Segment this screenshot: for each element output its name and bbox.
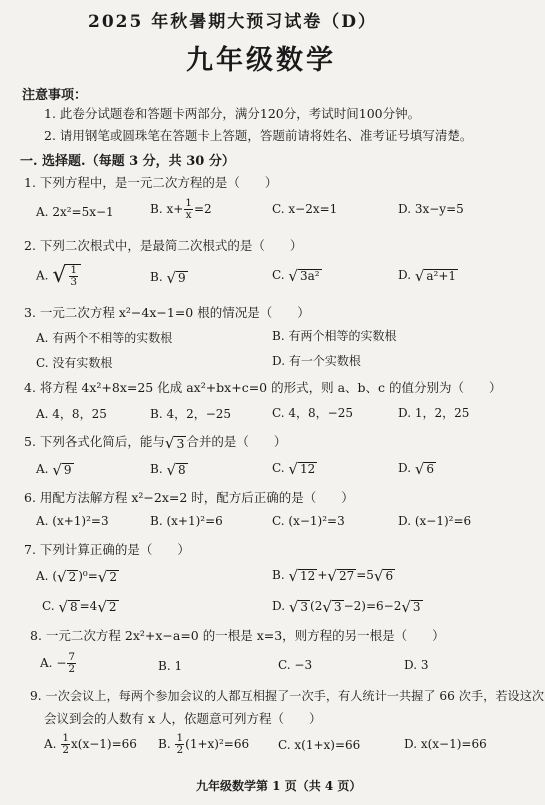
question-3-option-b: B. 有两个相等的实数根: [272, 329, 397, 343]
sqrt-expression: √ 9: [52, 460, 72, 479]
question-7-option-c: [42, 599, 119, 614]
option-label: D.: [398, 268, 412, 282]
option-label: B.: [158, 737, 171, 751]
question-7-stem: 7. 下列计算正确的是（ ）: [24, 542, 190, 557]
option-math: 3x−y=5: [414, 202, 464, 216]
question-6-option-c: C. (x−1)²=3: [272, 514, 345, 528]
radicand: 27: [338, 568, 355, 583]
question-4-option-d: D. 1，2，25: [398, 406, 470, 420]
page-footer: 九年级数学第 1 页（共 4 页）: [196, 779, 362, 793]
fraction-numerator: 7: [68, 651, 76, 663]
stem-text-pre: 5. 下列各式化简后，能与: [24, 434, 165, 449]
sqrt-expression: √ 2: [97, 567, 117, 586]
sqrt-expression: √ 27: [327, 566, 355, 585]
option-label: A.: [44, 737, 57, 751]
question-5-option-c: [272, 461, 317, 476]
option-label: A.: [36, 462, 49, 476]
question-9-stem-line-1: 9. 一次会议上，每两个参加会议的人都互相握了一次手，有人统计一共握了 66 次手，若设这次: [30, 689, 545, 703]
question-8-option-b: B. 1: [158, 659, 183, 673]
question-3-stem: 3. 一元二次方程 x²−4x−1=0 根的情况是（ ）: [24, 305, 310, 320]
option-label: A.: [36, 569, 49, 583]
option-label: A.: [36, 268, 49, 283]
question-2-option-a: [36, 264, 81, 288]
option-label: B.: [150, 462, 163, 476]
question-1-stem: 1. 下列方程中，是一元二次方程的是（ ）: [24, 175, 278, 190]
radicand: 2: [68, 569, 77, 584]
option-label: B.: [150, 202, 163, 216]
question-4-option-a: A. 4，8，25: [36, 407, 107, 421]
math-text: )⁰=: [78, 569, 98, 583]
option-label: D.: [398, 202, 412, 216]
subject-title: 九年级数学: [186, 45, 336, 76]
question-3-option-c: C. 没有实数根: [36, 356, 113, 370]
sqrt-expression: √ 12: [288, 566, 316, 585]
option-label: C.: [272, 461, 285, 475]
math-text: (: [52, 569, 57, 583]
sqrt-expression: √ 8: [58, 597, 78, 616]
question-1-option-d: [398, 202, 464, 216]
question-8-option-a: [40, 652, 77, 675]
question-9-option-d: D. x(x−1)=66: [404, 737, 487, 751]
sqrt-expression: √ 12: [288, 459, 316, 478]
option-math: 2x²=5x−1: [52, 205, 114, 219]
question-5-option-b: [150, 462, 188, 477]
question-1-option-a: [36, 205, 114, 219]
math-text: (1+x)²=66: [185, 737, 250, 751]
question-9-stem-line-2: 会议到会的人数有 x 人，依题意可列方程（ ）: [44, 711, 322, 726]
question-4-option-c: C. 4，8，−25: [272, 406, 353, 420]
question-3-option-a: A. 有两个不相等的实数根: [36, 331, 173, 345]
question-4-stem: 4. 将方程 4x²+8x=25 化成 ax²+bx+c=0 的形式，则 a、b、c 的值分别为（ ）: [24, 380, 502, 395]
question-2-stem: 2. 下列二次根式中，是最简二次根式的是（ ）: [24, 238, 303, 253]
option-label: C.: [42, 599, 55, 613]
question-1-option-c: [272, 202, 337, 216]
radicand: 3: [300, 599, 309, 614]
option-label: D.: [272, 599, 286, 613]
sqrt-expression: √ 2: [57, 567, 77, 586]
math-text: =5: [356, 568, 374, 582]
radicand: 12: [299, 461, 316, 476]
fraction-denominator: x: [185, 209, 192, 221]
question-9-option-a: [44, 733, 137, 756]
option-label: D.: [398, 461, 412, 475]
minus-sign: −: [56, 656, 67, 670]
question-5-option-a: [36, 462, 74, 477]
question-7-option-d: [272, 599, 423, 614]
question-2-option-d: [398, 268, 458, 283]
sqrt-expression: √ 3: [164, 433, 185, 452]
sqrt-expression: √ 8: [166, 460, 186, 479]
option-math: x−2x=1: [288, 202, 338, 216]
radicand: 9: [178, 270, 186, 285]
math-text: +: [317, 568, 328, 582]
sqrt-expression: √ 9: [166, 268, 186, 287]
option-label: C.: [272, 268, 285, 282]
radicand: 3: [333, 599, 342, 614]
sqrt-expression: √ 3a²: [288, 266, 320, 285]
radicand: 3: [412, 599, 421, 614]
radicand: 6: [426, 461, 435, 476]
question-9-option-c: C. x(1+x)=66: [278, 738, 361, 752]
question-5-option-d: [398, 461, 436, 476]
question-1-option-b: [150, 198, 212, 221]
radicand: 9: [63, 462, 72, 477]
fraction-denominator: 2: [68, 663, 76, 675]
question-6-option-a: A. (x+1)²=3: [36, 514, 109, 528]
sqrt-expression: √ $\frac{1}{3}$: [52, 264, 81, 288]
sqrt-expression: √ 6: [414, 459, 435, 478]
option-label: A.: [40, 656, 53, 670]
option-label: B.: [272, 568, 285, 582]
option-label: A.: [36, 205, 49, 219]
sqrt-expression: √ 3: [288, 597, 309, 616]
fraction-numerator: 1: [62, 732, 69, 744]
fraction-numerator: 1: [70, 264, 78, 276]
question-4-option-b: B. 4，2，−25: [150, 407, 232, 421]
option-label: B.: [150, 270, 163, 284]
question-5-stem: [24, 432, 286, 450]
math-text: (2: [310, 599, 323, 613]
fraction-denominator: 3: [70, 276, 78, 288]
math-text: =4: [79, 599, 98, 613]
radicand: 2: [109, 569, 117, 584]
exam-title: 2025 年秋暑期大预习试卷（D）: [88, 12, 377, 32]
question-2-option-b: [150, 270, 188, 285]
radicand: 3: [176, 435, 185, 451]
option-math-pre: x+: [166, 202, 184, 216]
sqrt-expression: √ a²+1: [414, 266, 457, 285]
radicand: a²+1: [426, 268, 457, 283]
section-title: 一. 选择题.（每题 3 分，共 30 分）: [20, 154, 235, 169]
radicand: 3a²: [299, 268, 320, 283]
notice-item-1: 1. 此卷分试题卷和答题卡两部分，满分120分，考试时间100分钟。: [44, 106, 421, 121]
fraction-denominator: 2: [176, 744, 184, 756]
radicand: 6: [385, 568, 394, 583]
fraction: [61, 733, 70, 756]
option-label: C.: [272, 202, 285, 216]
stem-text-post: 合并的是（ ）: [186, 434, 287, 449]
question-9-option-b: [158, 733, 249, 756]
math-text: −2)=6−2: [343, 599, 402, 613]
option-math-post: =2: [193, 202, 212, 216]
question-8-stem: 8. 一元二次方程 2x²+x−a=0 的一根是 x=3，则方程的另一根是（ ）: [30, 628, 445, 643]
math-text: x(x−1)=66: [71, 737, 137, 751]
fraction: [184, 198, 193, 221]
fraction: [175, 733, 184, 756]
radicand: 8: [69, 599, 78, 614]
radicand: 12: [300, 568, 316, 583]
fraction-numerator: 1: [176, 732, 184, 744]
sqrt-expression: √ 2: [97, 597, 117, 616]
question-7-option-a: [36, 569, 119, 584]
question-8-option-c: C. −3: [278, 658, 313, 672]
fraction: [69, 265, 78, 288]
question-2-option-c: [272, 268, 322, 283]
question-6-option-b: B. (x+1)²=6: [150, 514, 223, 528]
question-7-option-b: [272, 568, 395, 583]
notice-heading: 注意事项：: [22, 88, 88, 103]
question-3-option-d: D. 有一个实数根: [272, 354, 361, 368]
fraction-denominator: 2: [62, 744, 69, 756]
radicand: 8: [178, 462, 186, 477]
fraction-numerator: 1: [185, 197, 192, 209]
sqrt-expression: √ 6: [373, 566, 394, 585]
radicand: 2: [108, 599, 117, 614]
fraction: [67, 652, 76, 675]
sqrt-expression: √ 3: [401, 597, 421, 616]
notice-item-2: 2. 请用钢笔或圆珠笔在答题卡上答题，答题前请将姓名、准考证号填写清楚。: [44, 128, 473, 143]
question-6-stem: 6. 用配方法解方程 x²−2x=2 时，配方后正确的是（ ）: [24, 490, 354, 505]
question-6-option-d: D. (x−1)²=6: [398, 514, 472, 528]
question-8-option-d: D. 3: [404, 658, 429, 672]
sqrt-expression: √ 3: [322, 597, 342, 616]
